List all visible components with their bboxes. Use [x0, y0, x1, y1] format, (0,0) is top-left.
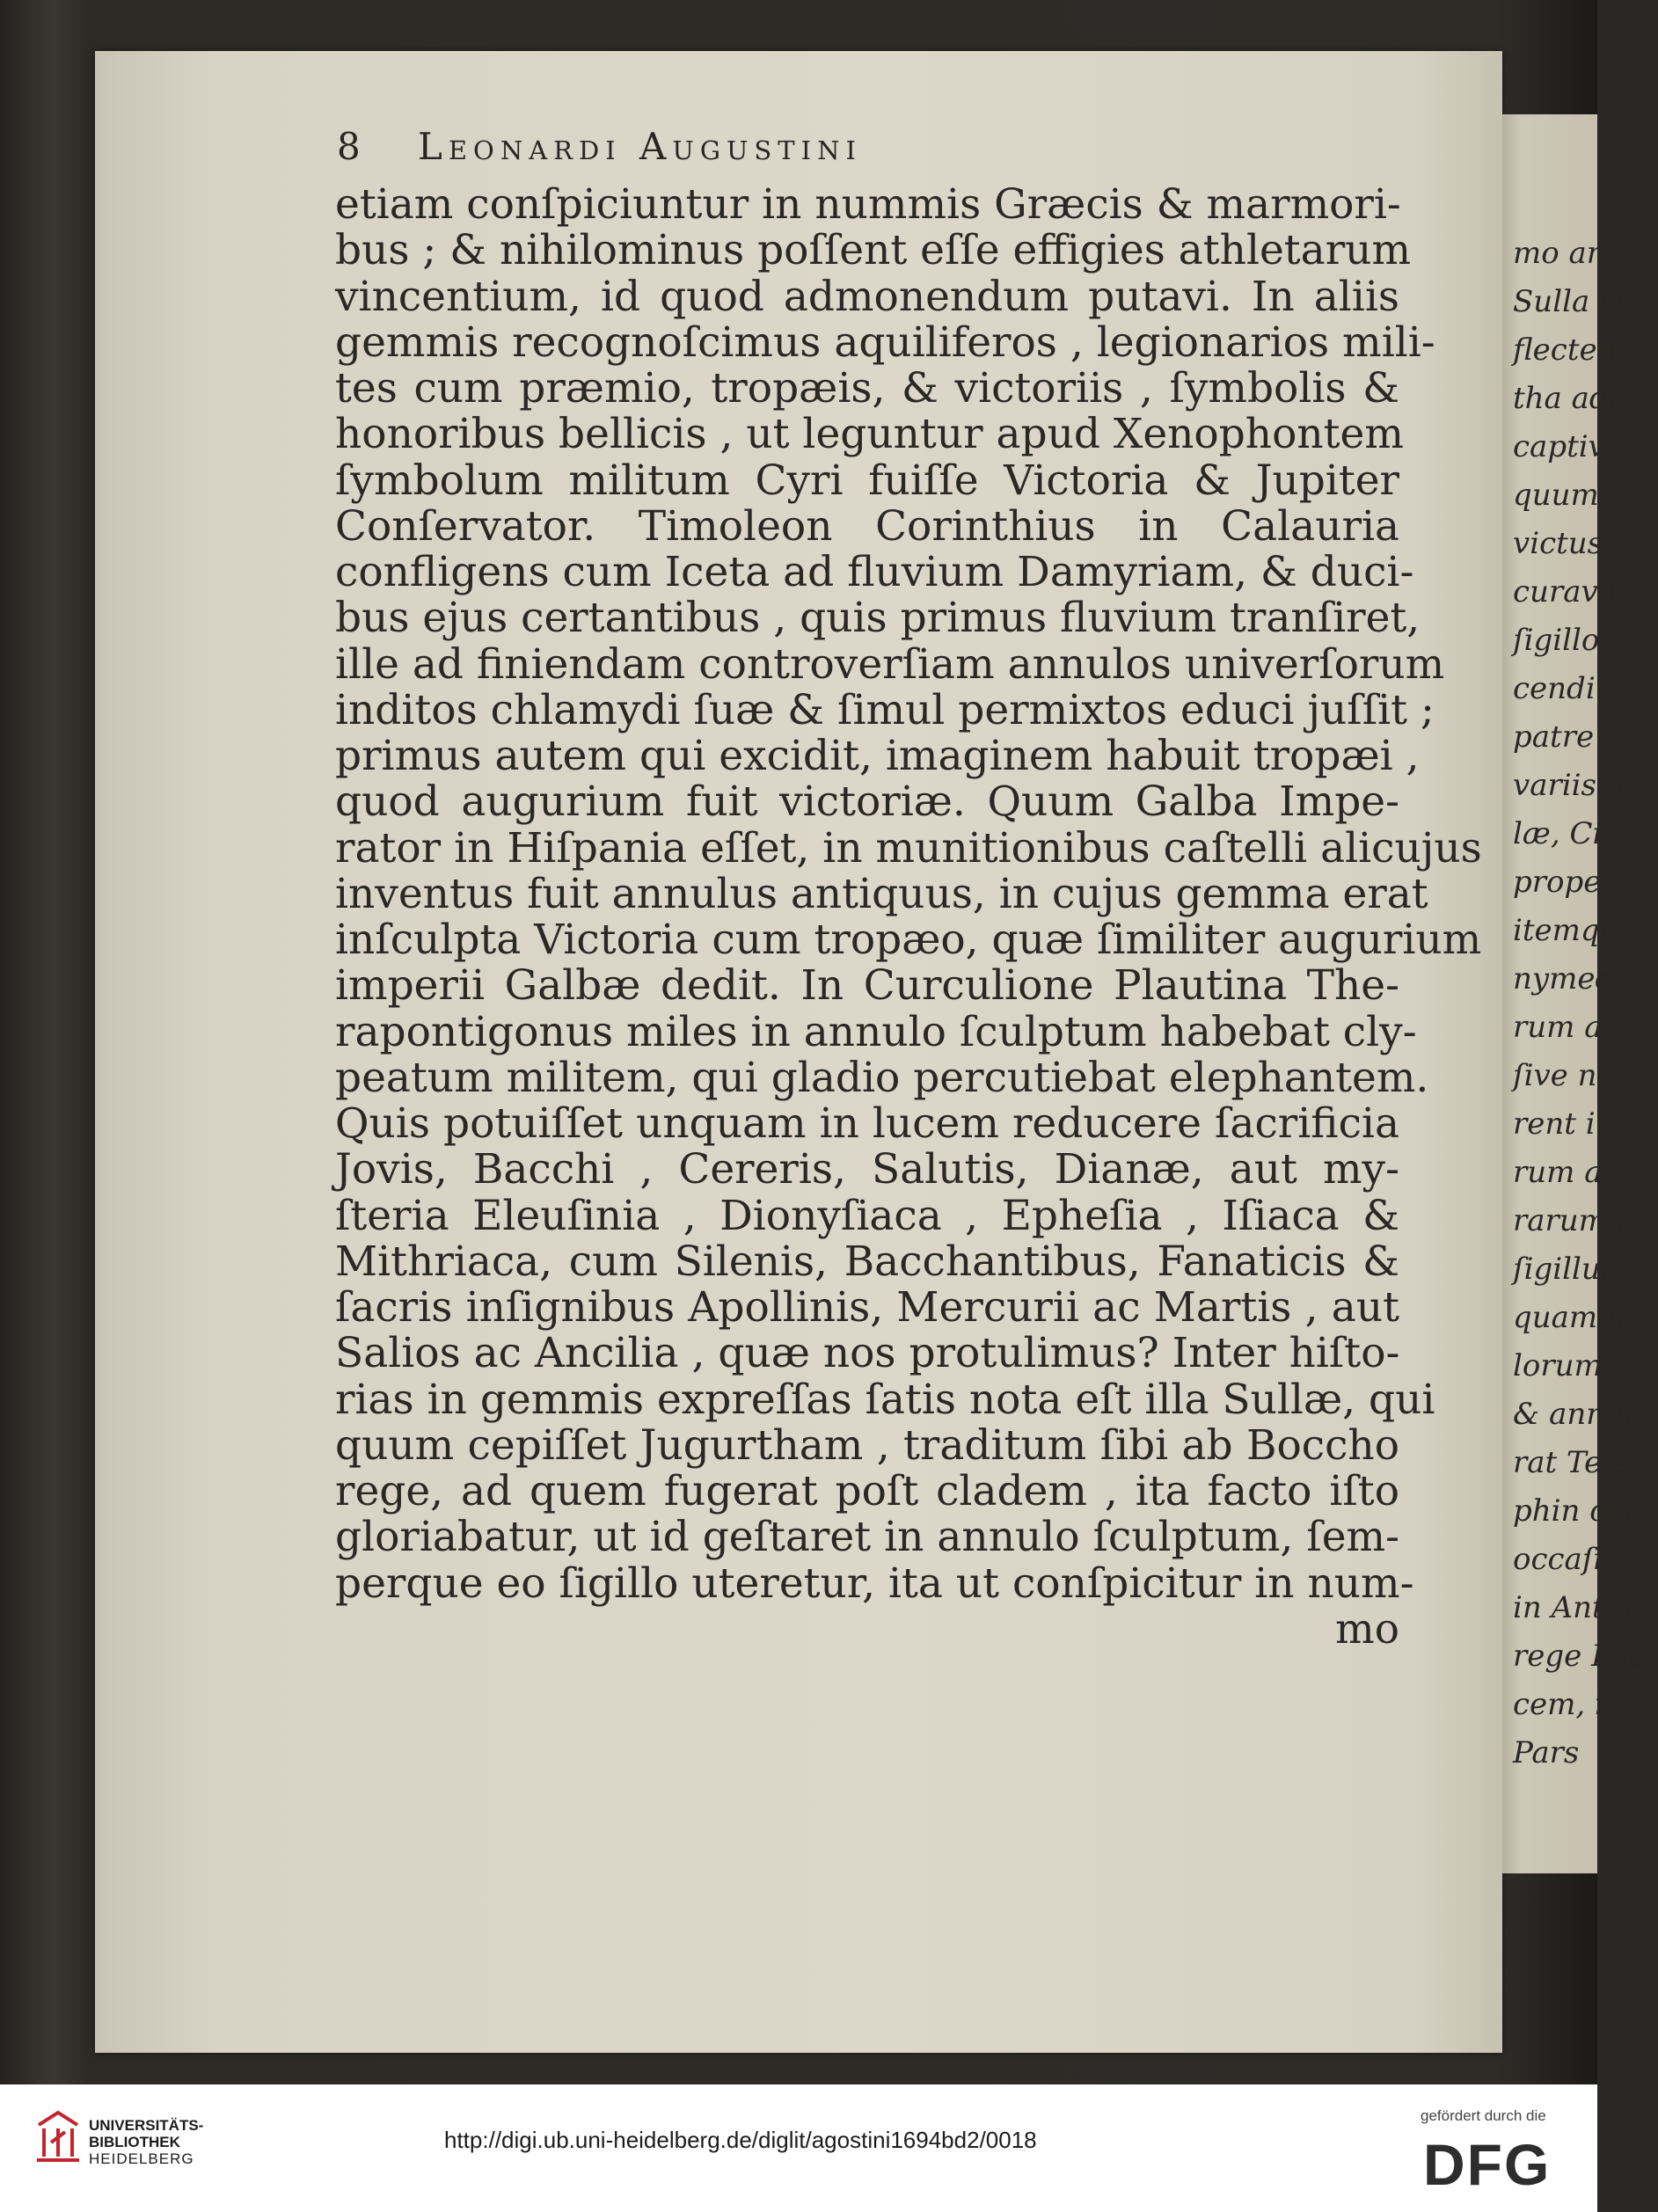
facing-page-fragment: tha adl — [1513, 381, 1618, 416]
text-line: inditos chlamydi ſuæ & ſimul permixtos educi juſſit ; — [335, 685, 1435, 734]
funded-by-label: gefördert durch die — [1421, 2107, 1546, 2124]
text-line: perque eo ſigillo uteretur, ita ut conſpicitur in num- — [335, 1559, 1414, 1608]
facing-page-fragment: Sulla Q — [1513, 284, 1624, 319]
library-name-line3: HEIDELBERG — [89, 2150, 194, 2167]
text-line: rator in Hiſpania eſſet, in munitionibus caſtelli alicujus — [335, 823, 1482, 872]
facing-page-fragment: prope t — [1513, 865, 1623, 900]
text-line: bus ; & nihilominus poſſent eſſe effigies athletarum — [335, 226, 1412, 275]
facing-page-fragment: Pars — [1513, 1735, 1580, 1770]
facing-page-fragment: quum — [1513, 478, 1599, 513]
facing-page-fragment: & annul — [1513, 1397, 1634, 1432]
text-line: rapontigonus miles in annulo ſculptum habebat cly- — [335, 1007, 1417, 1056]
facing-page-fragment: occaſione — [1513, 1542, 1658, 1577]
facing-page-fragment: rum adſ — [1513, 1010, 1632, 1045]
library-logo-icon — [32, 2107, 84, 2165]
text-line: Jovis, Bacchi , Cereris, Salutis, Dianæ, aut my- — [335, 1145, 1399, 1194]
text-line: inventus fuit annulus antiquus, in cujus gemma erat — [335, 869, 1428, 918]
catchword: mo — [1335, 1604, 1399, 1654]
text-line: tes cum præmio, tropæis, & victoriis , ſymbolis & — [335, 364, 1399, 412]
facing-page-fragment: rent int — [1513, 1106, 1627, 1142]
facing-page-fragment: nymede — [1513, 961, 1632, 996]
page-header — [337, 125, 1146, 178]
text-line: Conſervator. Timoleon Corinthius in Calauria — [335, 501, 1399, 551]
facing-page-fragment: quam in — [1513, 1300, 1636, 1335]
text-line: ille ad finiendam controverſiam annulos univerſorum — [335, 639, 1445, 689]
library-name-line2: BIBLIOTHEK — [89, 2134, 180, 2150]
library-name — [89, 2117, 318, 2167]
library-name-line1: UNIVERSITÄTS- — [89, 2117, 204, 2134]
facing-page-fragment: victus f — [1513, 526, 1624, 561]
facing-page-fragment: ſive natu — [1513, 1058, 1647, 1093]
text-line: ſacris inſignibus Apollinis, Mercurii ac Martis , aut — [335, 1283, 1399, 1332]
text-line: gemmis recognoſcimus aquiliferos , legionarios mili- — [335, 318, 1435, 367]
facing-page-fragment: rat Tele — [1513, 1445, 1630, 1480]
facing-page-fragment: itemque — [1513, 913, 1637, 948]
text-line: primus autem qui excidit, imaginem habuit tropæi , — [335, 732, 1420, 780]
facing-page-fragment: cendiq — [1513, 671, 1615, 706]
facing-page-fragment: patre ej — [1513, 719, 1631, 755]
text-line: quum cepiſſet Jugurtham , traditum ſibi ab Boccho — [335, 1420, 1399, 1470]
text-line: Mithriaca, cum Silenis, Bacchantibus, Fanaticis & — [335, 1237, 1399, 1286]
facing-page-fragment: phin occ — [1513, 1493, 1641, 1529]
text-line: Salios ac Ancilia , quæ nos protulimus? Inter hiſto- — [335, 1329, 1400, 1378]
text-line: ſteria Eleuſinia , Dionyſiaca , Epheſia , Iſiaca & — [335, 1191, 1399, 1240]
text-line: confligens cum Iceta ad fluvium Damyriam, & duci- — [335, 548, 1414, 596]
facing-page-fragment: ſigillum — [1513, 1252, 1629, 1287]
text-line: imperii Galbæ dedit. In Curculione Plautina The- — [335, 961, 1399, 1011]
text-line: inſculpta Victoria cum tropæo, quæ ſimiliter augurium — [335, 916, 1482, 964]
page-number: 8 — [337, 125, 366, 168]
facing-page-fragment: rarum i — [1513, 1203, 1626, 1238]
facing-page-fragment: læ, Ci — [1513, 816, 1603, 851]
facing-page-fragment: mo arg — [1513, 236, 1620, 271]
permalink-url[interactable]: http://digi.ub.uni-heidelberg.de/diglit/agostini1694bd2/0018 — [444, 2127, 1037, 2153]
body-text — [335, 180, 1482, 1765]
facing-page-fragment: rege Lac — [1513, 1639, 1646, 1674]
text-line: quod augurium fuit victoriæ. Quum Galba Impe- — [335, 777, 1399, 827]
text-line: gloriabatur, ut id geſtaret in annulo ſculptum, ſem- — [335, 1513, 1399, 1562]
text-line: vincentium, id quod admonendum putavi. In aliis — [335, 272, 1399, 321]
facing-page-fragment: cem, in — [1513, 1687, 1624, 1722]
facing-page-fragment: flectens — [1513, 332, 1632, 368]
facing-page-fragment: variis m — [1513, 768, 1634, 803]
text-line: honoribus bellicis , ut leguntur apud Xenophontem — [335, 410, 1404, 459]
facing-page-fragment: in Antiq — [1513, 1590, 1633, 1625]
facing-page-fragment: curavit — [1513, 574, 1620, 610]
running-head: Leonardi Augustini — [418, 125, 862, 168]
dfg-logo-icon — [1423, 2132, 1574, 2197]
facing-page-fragment: rum auc — [1513, 1155, 1639, 1190]
dfg-logo-text: DFG — [1423, 2132, 1552, 2197]
text-line: rias in gemmis expreſſas ſatis nota eſt illa Sullæ, qui — [335, 1375, 1435, 1424]
text-line: peatum militem, qui gladio percutiebat elephantem. — [335, 1053, 1429, 1102]
facing-page-fragment: lorum, — [1513, 1348, 1612, 1383]
text-line: ſymbolum militum Cyri fuiſſe Victoria & Jupiter — [335, 456, 1399, 505]
text-line: etiam conſpiciuntur in nummis Græcis & marmori- — [335, 180, 1401, 229]
text-line: bus ejus certantibus , quis primus fluvium tranſiret, — [335, 594, 1421, 643]
text-line: rege, ad quem fugerat poſt cladem , ita facto iſto — [335, 1467, 1399, 1515]
facing-page-edge — [1502, 114, 1658, 1873]
facing-page-fragment: ſigillo — [1513, 623, 1600, 658]
facing-page-fragment: captivi. — [1513, 429, 1625, 464]
text-line: Quis potuiſſet unquam in lucem reducere ſacrificia — [335, 1099, 1399, 1148]
